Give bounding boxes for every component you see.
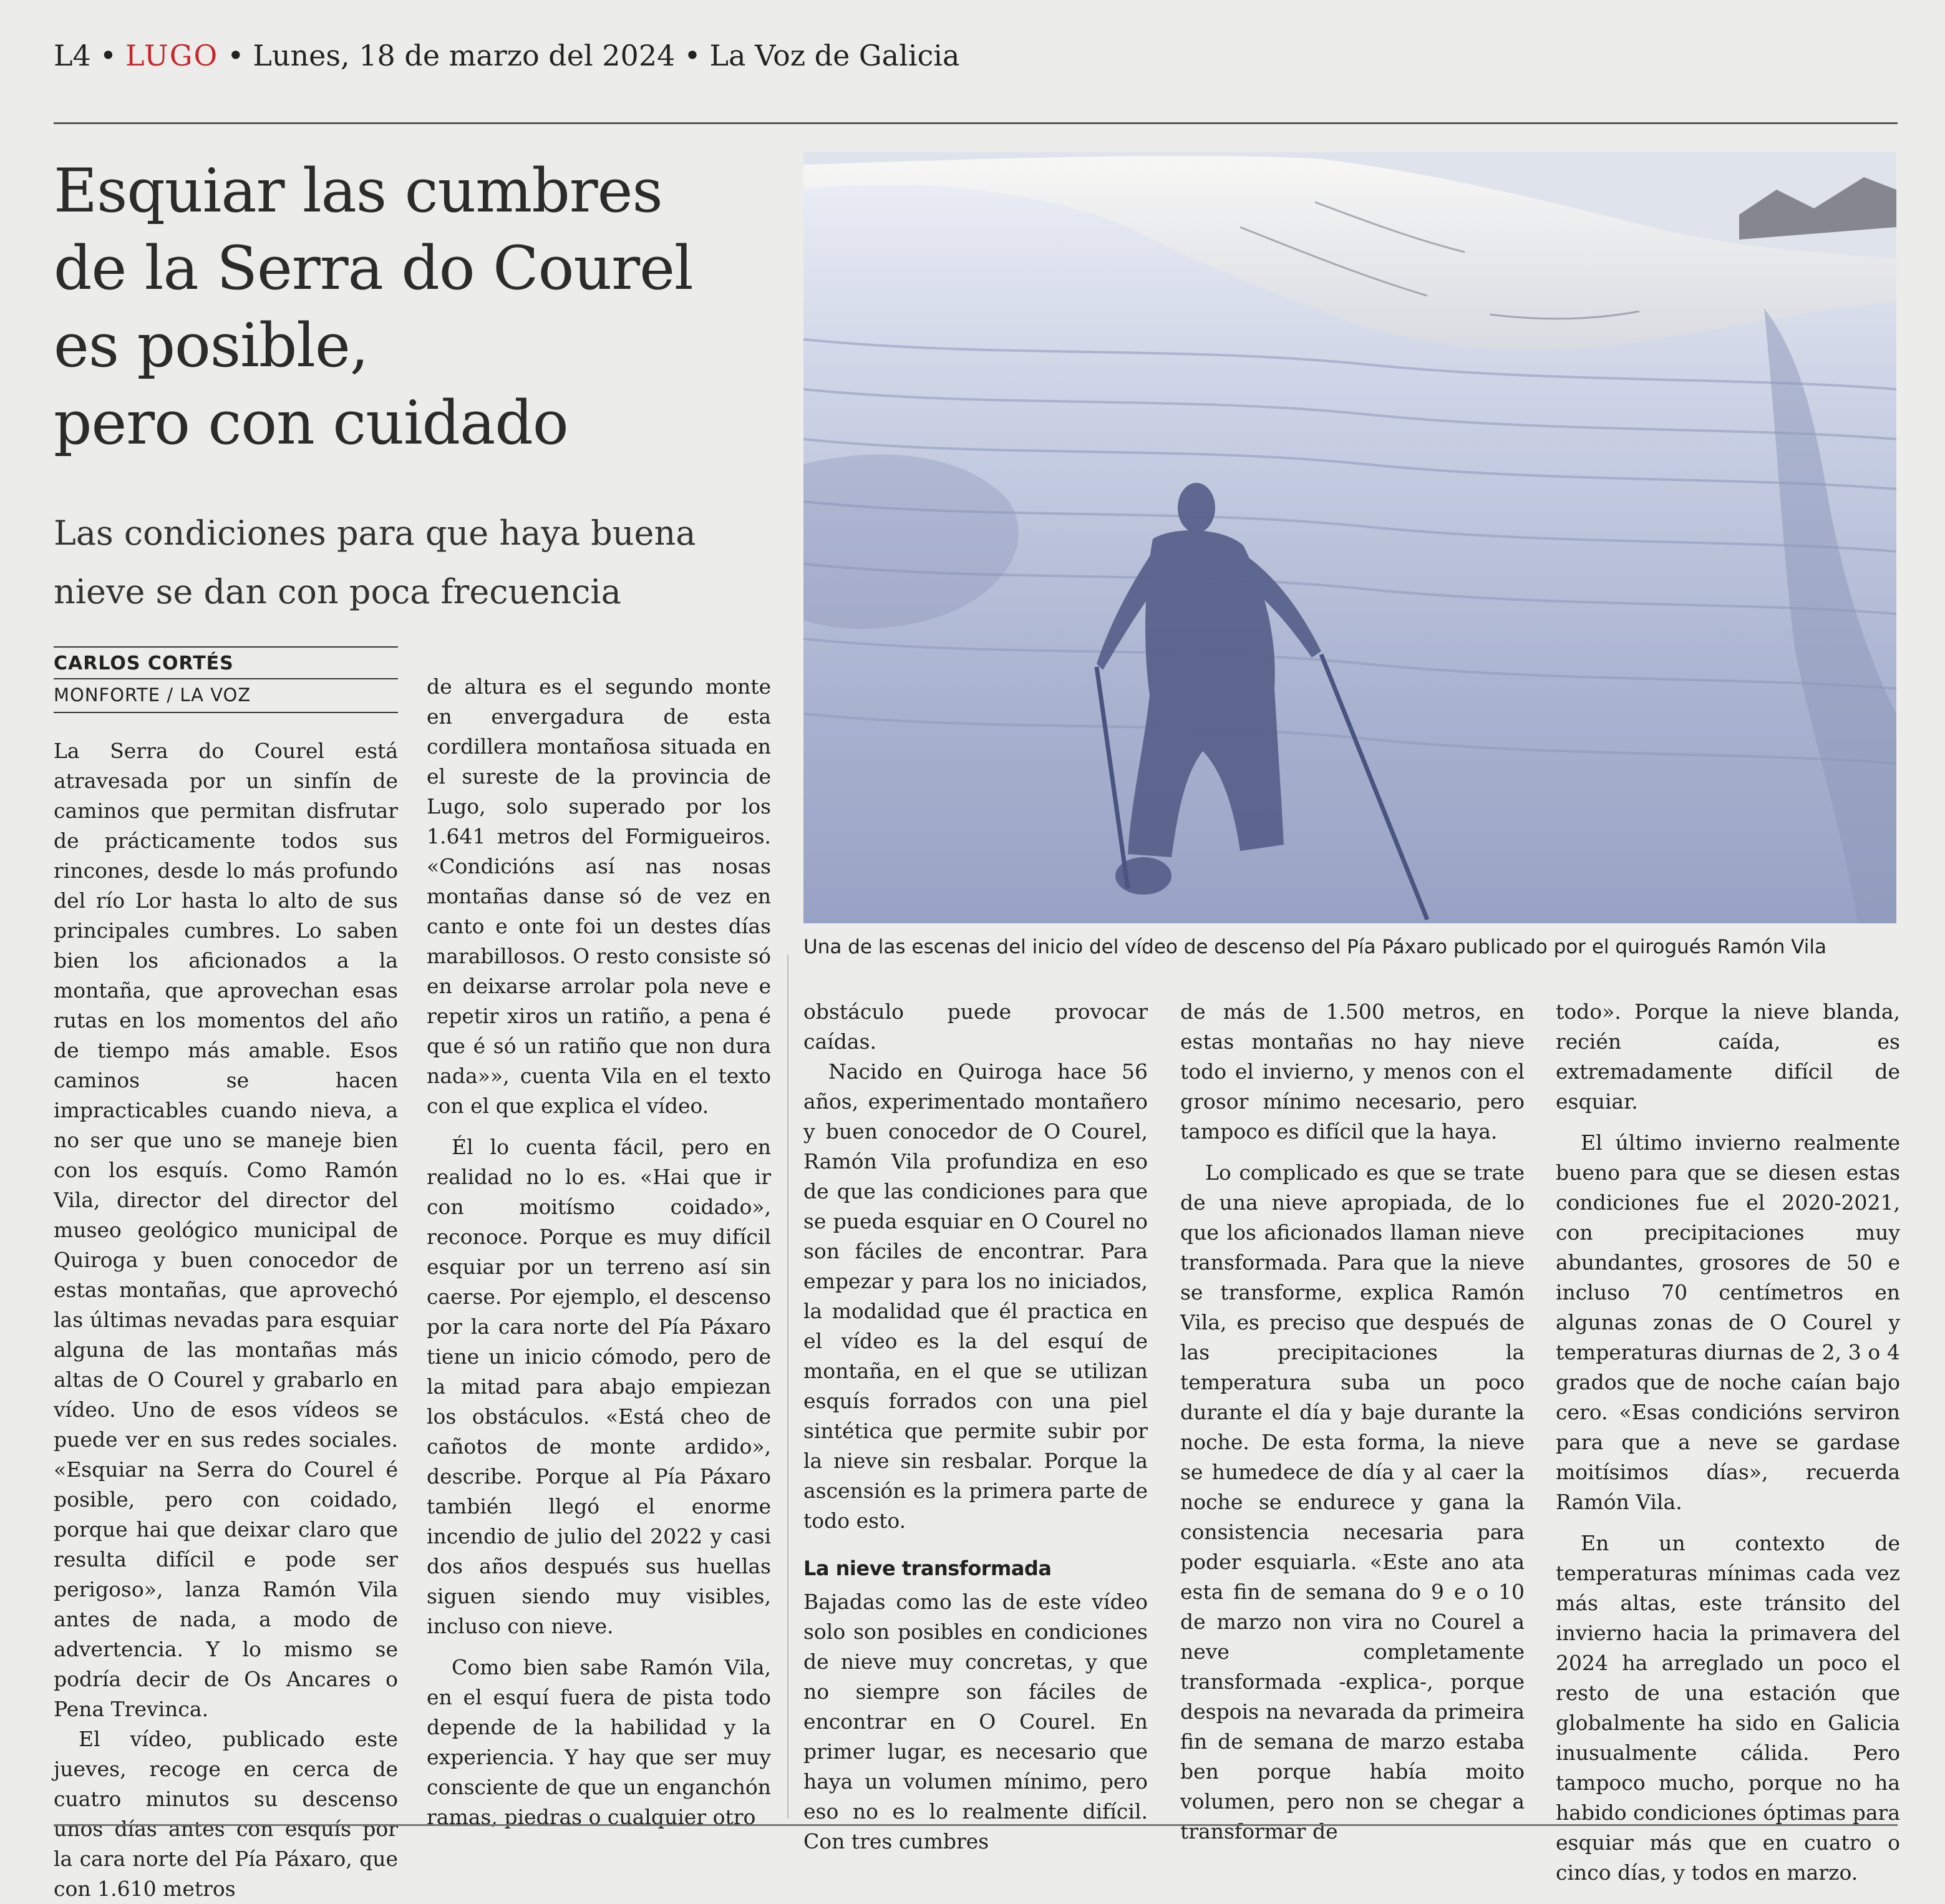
article-column-2 xyxy=(427,672,771,1832)
article-subheadline xyxy=(54,504,790,621)
article-column-5 xyxy=(1556,997,1900,1888)
page-header: L4 • LUGO • Lunes, 18 de marzo del 2024 • La Voz de Galicia xyxy=(54,39,960,72)
body-paragraph: El vídeo, publicado este jueves, recoge en cerca de cuatro minutos su descenso unos días antes con esquís por la cara norte del Pía Páxaro, que con 1.610 metros xyxy=(54,1727,398,1901)
issue-date: Lunes, 18 de marzo del 2024 xyxy=(253,39,676,72)
body-paragraph: de más de 1.500 metros, en estas montañas no hay nieve todo el invierno, y menos con el grosor mínimo necesario, pero tampoco es difícil que la haya. xyxy=(1180,999,1525,1144)
headline-line: Esquiar las cumbres xyxy=(54,156,662,226)
byline-rule xyxy=(54,712,398,713)
article-column-3 xyxy=(803,997,1148,1857)
body-paragraph: El último invierno realmente bueno para que se diesen estas condiciones fue el 2020-2021, con precipitaciones muy abundantes, grosores de 50 e incluso 70 centímetros en algunas zonas de O Courel y temperaturas diurnas de 2, 3 o 4 grados que de noche caían bajo cero. «Esas condicións serviron para que a neve se gardase moitísimos días», recuerda Ramón Vila. xyxy=(1556,1130,1900,1514)
article-headline xyxy=(54,152,790,462)
body-paragraph: obstáculo puede provocar caídas. xyxy=(803,999,1148,1054)
body-paragraph: Bajadas como las de este vídeo solo son posibles en condiciones de nieve muy concretas, y que no siempre son fáciles de encontrar en O Courel. En primer lugar, es necesario que haya un volumen mínimo, pero eso no es lo realmente difícil. Con tres cumbres xyxy=(803,1590,1148,1853)
section-subheading: La nieve transformada xyxy=(803,1557,1052,1580)
body-paragraph: Lo complicado es que se trate de una nieve apropiada, de lo que los aficionados llaman nieve transformada. Para que la nieve se transforme, explica Ramón Vila, es preciso que después de las precipitaciones la temperatura suba un poco durante el día y baje durante la noche. De esta forma, la nieve se humedece de día y al caer la noche se endurece y gana la consistencia necesaria para poder esquiarla. «Este ano ata esta fin de semana do 9 e o 10 de marzo non vira no Courel a neve completamente transformada -explica-, porque despois na nevarada da primeira fin de semana de marzo estaba ben porque había moito volumen, pero non se chegar a transformar de xyxy=(1180,1160,1525,1843)
body-paragraph: todo». Porque la nieve blanda, recién caída, es extremadamente difícil de esquiar. xyxy=(1556,999,1900,1114)
photo-caption: Una de las escenas del inicio del vídeo de descenso del Pía Páxaro publicado por el quirogués Ramón Vila xyxy=(803,936,1827,958)
body-paragraph: Nacido en Quiroga hace 56 años, experimentado montañero y buen conocedor de O Courel, Ramón Vila profundiza en eso de que las condiciones para que se pueda esquiar en O Courel no son fáciles de encontrar. Para empezar y para los no iniciados, la modalidad que él practica en el vídeo es la del esquí de montaña, en el que se utilizan esquís forrados con una piel sintética que permite subir por la nieve sin resbalar. Porque la ascensión es la primera parte de todo esto. xyxy=(803,1059,1148,1533)
byline xyxy=(54,646,398,713)
headline-line: de la Serra do Courel xyxy=(54,233,693,303)
body-paragraph: Como bien sabe Ramón Vila, en el esquí fuera de pista todo depende de la habilidad y la experiencia. Y hay que ser muy consciente de que un enganchón ramas, piedras o cualquier otro xyxy=(427,1655,771,1829)
header-divider xyxy=(54,122,1898,124)
dateline: MONFORTE / LA VOZ xyxy=(54,684,251,706)
byline-rule xyxy=(54,646,398,648)
body-paragraph: de altura es el segundo monte en envergadura de esta cordillera montañosa situada en el sureste de la provincia de Lugo, solo superado por los 1.641 metros del Formigueiros. «Condicións así nas nosas montañas danse só de vez en canto e onte foi un destes días marabillosos. O resto consiste só en deixarse arrolar pola neve e repetir xiros un ratiño, a pena é que é só un ratiño que non dura nada»», cuenta Vila en el texto con el que explica el vídeo. xyxy=(427,674,771,1118)
footer-divider xyxy=(54,1824,1898,1826)
byline-rule xyxy=(54,678,398,679)
headline-line: es posible, xyxy=(54,311,369,381)
headline-line: pero con cuidado xyxy=(54,388,568,458)
article-column-1 xyxy=(54,736,398,1904)
section-name: LUGO xyxy=(125,39,219,72)
newspaper-name: La Voz de Galicia xyxy=(709,39,960,72)
body-paragraph: En un contexto de temperaturas mínimas cada vez más altas, este tránsito del invierno hacia la primavera del 2024 ha arreglado un poco el resto de una estación que globalmente ha sido en Galicia inusualmente cálida. Pero tampoco mucho, porque no ha habido condiciones óptimas para esquiar más que en cuatro o cinco días, y todos en marzo. xyxy=(1556,1531,1900,1885)
deck-line: Las condiciones para que haya buena xyxy=(54,513,696,553)
author-name: CARLOS CORTÉS xyxy=(54,653,234,674)
article-column-4 xyxy=(1180,997,1525,1847)
skier-shadow-snow-photo xyxy=(803,152,1896,923)
column-divider xyxy=(787,954,788,1819)
deck-line: nieve se dan con poca frecuencia xyxy=(54,572,621,611)
body-paragraph: La Serra do Courel está atravesada por un sinfín de caminos que permitan disfrutar de prácticamente todos sus rincones, desde lo más profundo del río Lor hasta lo alto de sus principales cumbres. Lo saben bien los aficionados a la montaña, que aprovechan esas rutas en los momentos del año de tiempo más amable. Esos caminos se hacen impracticables cuando nieva, a no ser que uno se maneje bien con los esquís. Como Ramón Vila, director del director del museo geológico municipal de Quiroga y buen conocedor de estas montañas, que aprovechó las últimas nevadas para esquiar alguna de las montañas más altas de O Courel y grabarlo en vídeo. Uno de esos vídeos se puede ver en sus redes sociales. «Esquiar na Serra do Courel é posible, pero con coidado, porque hai que deixar claro que resulta difícil e pode ser perigoso», lanza Ramón Vila antes de nada, a modo de advertencia. Y lo mismo se podría decir de Os Ancares o Pena Trevinca. xyxy=(54,739,398,1721)
page-number: L4 xyxy=(54,39,91,72)
body-paragraph: Él lo cuenta fácil, pero en realidad no lo es. «Hai que ir con moitísmo coidado», reconoce. Porque es muy difícil esquiar por un terreno así sin caerse. Por ejemplo, el descenso por la cara norte del Pía Páxaro tiene un inicio cómodo, pero de la mitad para abajo empiezan los obstáculos. «Está cheo de cañotos de monte ardido», describe. Porque al Pía Páxaro también llegó el enorme incendio de julio del 2022 y casi dos años después sus huellas siguen siendo muy visibles, incluso con nieve. xyxy=(427,1135,771,1638)
